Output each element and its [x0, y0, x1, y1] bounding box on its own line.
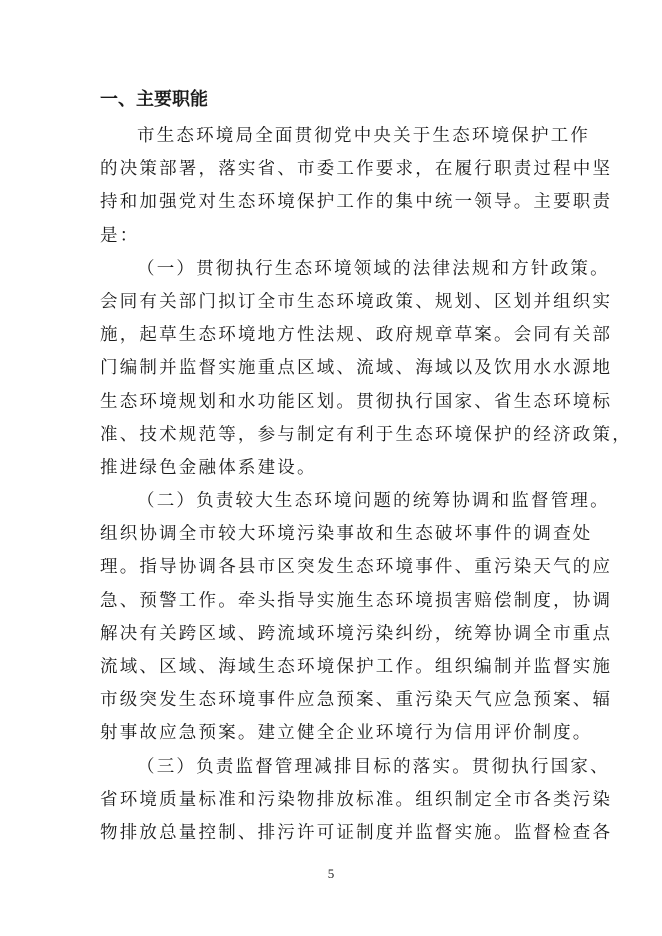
page-number: 5 — [327, 866, 335, 881]
text-line: 急、预警工作。牵头指导实施生态环境损害赔偿制度，协调 — [100, 590, 613, 611]
text-line: 会同有关部门拟订全市生态环境政策、规划、区划并组织实 — [100, 291, 613, 312]
text-line: 理。指导协调各县市区突发生态环境事件、重污染天气的应 — [100, 557, 613, 578]
text-line: （一）贯彻执行生态环境领域的法律法规和方针政策。 — [137, 258, 610, 279]
text-line: 是： — [100, 225, 140, 246]
text-line: 流域、区域、海域生态环境保护工作。组织编制并监督实施 — [100, 657, 613, 677]
text-line: 持和加强党对生态环境保护工作的集中统一领导。主要职责 — [100, 192, 613, 213]
text-line: 的决策部署，落实省、市委工作要求，在履行职责过程中坚 — [100, 159, 613, 180]
section-heading: 一、主要职能 — [100, 89, 208, 110]
text-line: 生态环境规划和水功能区划。贯彻执行国家、省生态环境标 — [100, 391, 613, 412]
paragraph-duty-3 — [100, 751, 613, 851]
text-line: 施，起草生态环境地方性法规、政府规章草案。会同有关部 — [100, 325, 613, 346]
text-line: 门编制并监督实施重点区域、流域、海域以及饮用水水源地 — [100, 358, 613, 379]
text-line: 组织协调全市较大环境污染事故和生态破坏事件的调查处 — [100, 524, 593, 545]
text-line: 射事故应急预案。建立健全企业环境行为信用评价制度。 — [100, 723, 593, 744]
text-line: 推进绿色金融体系建设。 — [100, 457, 317, 478]
text-line: （二）负责较大生态环境问题的统筹协调和监督管理。 — [137, 491, 610, 512]
paragraph-duty-1 — [100, 253, 632, 485]
text-line: 省环境质量标准和污染物排放标准。组织制定全市各类污染 — [100, 789, 613, 810]
text-line: （三）负责监督管理减排目标的落实。贯彻执行国家、 — [137, 756, 610, 777]
text-line: 市级突发生态环境事件应急预案、重污染天气应急预案、辐 — [100, 690, 613, 711]
document-page — [100, 86, 632, 850]
paragraph-duty-2 — [100, 485, 613, 751]
text-line: 市生态环境局全面贯彻党中央关于生态环境保护工作 — [137, 126, 591, 146]
text-line: 物排放总量控制、排污许可证制度并监督实施。监督检查各 — [100, 822, 613, 843]
text-line: 准、技术规范等，参与制定有利于生态环境保护的经济政策， — [100, 424, 632, 445]
paragraph-intro — [100, 120, 613, 253]
text-line: 解决有关跨区域、跨流域环境污染纠纷，统筹协调全市重点 — [100, 623, 613, 644]
